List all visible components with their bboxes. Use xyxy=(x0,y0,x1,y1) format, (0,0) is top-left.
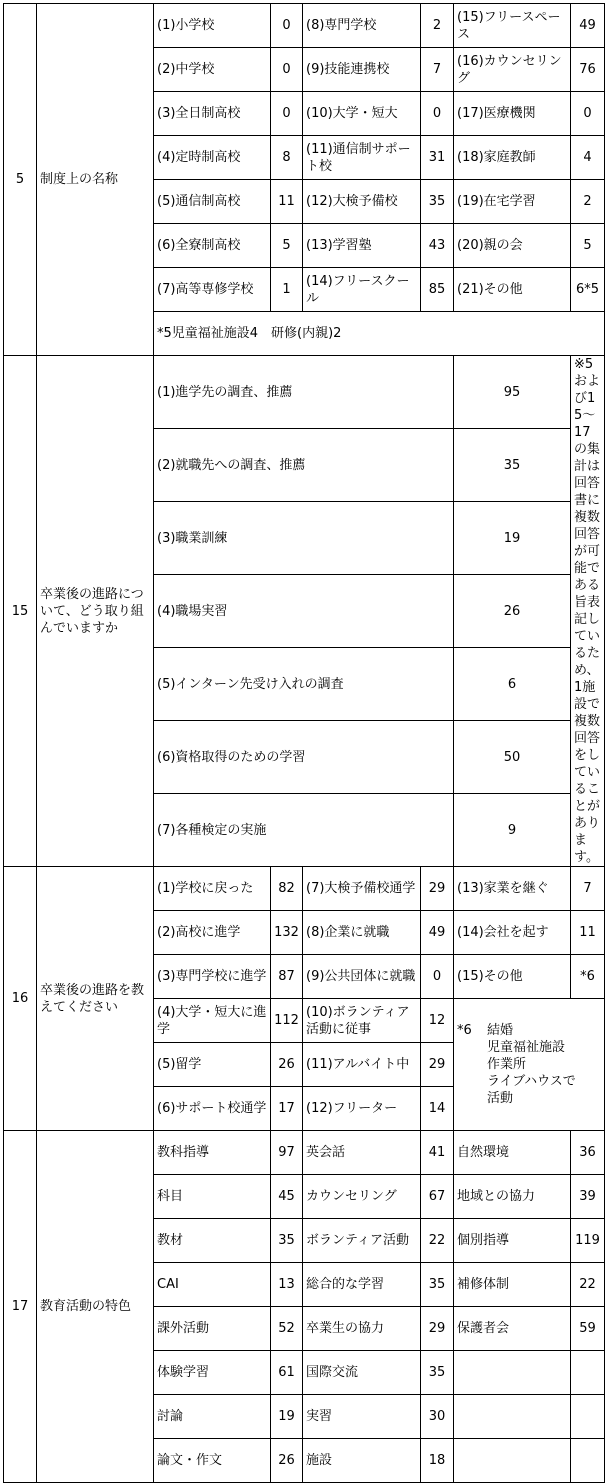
option-count: 30 xyxy=(421,1395,454,1439)
option-label: 教科指導 xyxy=(154,1131,271,1175)
question-number: 5 xyxy=(4,4,37,356)
option-count: 4 xyxy=(571,136,605,180)
option-count: 0 xyxy=(571,92,605,136)
option-label: (7)各種検定の実施 xyxy=(154,794,454,867)
question-text: 制度上の名称 xyxy=(37,4,154,356)
question-number: 16 xyxy=(4,867,37,1131)
option-count: 0 xyxy=(271,48,303,92)
option-count: 0 xyxy=(271,92,303,136)
option-count: 11 xyxy=(271,180,303,224)
option-label: (4)定時制高校 xyxy=(154,136,271,180)
option-label: (6)全寮制高校 xyxy=(154,224,271,268)
multiple-answer-note: ※5および15～17の集計は回答書に複数回答が可能である旨表記しているため、1施設で複数回答をしていることがあります。 xyxy=(571,356,605,867)
option-count: 17 xyxy=(271,1087,303,1131)
option-label: 自然環境 xyxy=(454,1131,571,1175)
option-count: 19 xyxy=(271,1395,303,1439)
table-row xyxy=(4,356,605,429)
option-count: 14 xyxy=(421,1087,454,1131)
option-count: 6*5 xyxy=(571,268,605,312)
note-line: 作業所 xyxy=(487,1057,527,1072)
option-label: (21)その他 xyxy=(454,268,571,312)
option-label: (10)ボランティア活動に従事 xyxy=(303,999,421,1043)
option-label: (6)資格取得のための学習 xyxy=(154,721,454,794)
option-label: (12)フリーター xyxy=(303,1087,421,1131)
option-count: 76 xyxy=(571,48,605,92)
table-row xyxy=(4,4,605,48)
option-label xyxy=(454,1395,571,1439)
option-count: 49 xyxy=(421,911,454,955)
option-count: 29 xyxy=(421,1043,454,1087)
option-count: 1 xyxy=(271,268,303,312)
option-label: 国際交流 xyxy=(303,1351,421,1395)
option-count: 67 xyxy=(421,1175,454,1219)
option-count: 132 xyxy=(271,911,303,955)
option-label: 総合的な学習 xyxy=(303,1263,421,1307)
option-count: 13 xyxy=(271,1263,303,1307)
option-label: 保護者会 xyxy=(454,1307,571,1351)
option-count: 2 xyxy=(571,180,605,224)
option-label: (3)職業訓練 xyxy=(154,502,454,575)
option-label: 科目 xyxy=(154,1175,271,1219)
table-row xyxy=(4,1131,605,1175)
option-label: (20)親の会 xyxy=(454,224,571,268)
option-count: 2 xyxy=(421,4,454,48)
option-count: 31 xyxy=(421,136,454,180)
option-label: (19)在宅学習 xyxy=(454,180,571,224)
option-count: 49 xyxy=(571,4,605,48)
option-count: 18 xyxy=(421,1439,454,1483)
option-count: 97 xyxy=(271,1131,303,1175)
option-label: カウンセリング xyxy=(303,1175,421,1219)
option-label: (7)高等専修学校 xyxy=(154,268,271,312)
option-count: 59 xyxy=(571,1307,605,1351)
option-label: (7)大検予備校通学 xyxy=(303,867,421,911)
option-label: 教材 xyxy=(154,1219,271,1263)
option-count: 19 xyxy=(454,502,571,575)
other-note xyxy=(454,999,605,1131)
option-count: 26 xyxy=(271,1043,303,1087)
option-count: 95 xyxy=(454,356,571,429)
option-count: 0 xyxy=(421,92,454,136)
option-label: 卒業生の協力 xyxy=(303,1307,421,1351)
option-label: (5)通信制高校 xyxy=(154,180,271,224)
table-row xyxy=(4,867,605,911)
note-mark: *6 xyxy=(457,1023,472,1038)
option-count: 87 xyxy=(271,955,303,999)
option-label: (8)企業に就職 xyxy=(303,911,421,955)
option-label: 地域との協力 xyxy=(454,1175,571,1219)
option-count: 29 xyxy=(421,867,454,911)
note-lines xyxy=(487,1022,576,1107)
option-label: (2)就職先への調査、推薦 xyxy=(154,429,454,502)
option-label: (18)家庭教師 xyxy=(454,136,571,180)
option-count: 26 xyxy=(271,1439,303,1483)
option-count: 7 xyxy=(421,48,454,92)
option-label: 英会話 xyxy=(303,1131,421,1175)
option-count: *6 xyxy=(571,955,605,999)
option-label: (5)留学 xyxy=(154,1043,271,1087)
option-label: ボランティア活動 xyxy=(303,1219,421,1263)
option-label: (2)高校に進学 xyxy=(154,911,271,955)
option-label: (2)中学校 xyxy=(154,48,271,92)
option-count: 41 xyxy=(421,1131,454,1175)
survey-results-table xyxy=(3,3,605,1483)
option-label: (8)専門学校 xyxy=(303,4,421,48)
note-line: 結婚 xyxy=(487,1023,514,1038)
option-label xyxy=(454,1439,571,1483)
option-count: 112 xyxy=(271,999,303,1043)
option-label: 補修体制 xyxy=(454,1263,571,1307)
option-count: 119 xyxy=(571,1219,605,1263)
option-count: 35 xyxy=(421,1263,454,1307)
option-label: (13)家業を継ぐ xyxy=(454,867,571,911)
option-label: CAI xyxy=(154,1263,271,1307)
option-label xyxy=(454,1351,571,1395)
option-label: (5)インターン先受け入れの調査 xyxy=(154,648,454,721)
option-label: (4)大学・短大に進学 xyxy=(154,999,271,1043)
option-label: (15)フリースペース xyxy=(454,4,571,48)
option-count: 50 xyxy=(454,721,571,794)
option-label: 個別指導 xyxy=(454,1219,571,1263)
question-text: 卒業後の進路について、どう取り組んでいますか xyxy=(37,356,154,867)
footnote: *5児童福祉施設4 研修(内親)2 xyxy=(154,312,605,356)
option-label: (1)小学校 xyxy=(154,4,271,48)
option-count: 35 xyxy=(271,1219,303,1263)
option-count: 11 xyxy=(571,911,605,955)
option-label: 実習 xyxy=(303,1395,421,1439)
option-label: 課外活動 xyxy=(154,1307,271,1351)
option-count xyxy=(571,1395,605,1439)
option-label: (12)大検予備校 xyxy=(303,180,421,224)
option-count: 35 xyxy=(454,429,571,502)
option-count: 52 xyxy=(271,1307,303,1351)
option-count: 39 xyxy=(571,1175,605,1219)
option-count: 9 xyxy=(454,794,571,867)
option-label: (1)進学先の調査、推薦 xyxy=(154,356,454,429)
option-count: 43 xyxy=(421,224,454,268)
option-count: 7 xyxy=(571,867,605,911)
option-count: 5 xyxy=(571,224,605,268)
option-count: 35 xyxy=(421,1351,454,1395)
option-label: 体験学習 xyxy=(154,1351,271,1395)
option-label: (4)職場実習 xyxy=(154,575,454,648)
option-label: (15)その他 xyxy=(454,955,571,999)
option-count: 26 xyxy=(454,575,571,648)
option-count: 82 xyxy=(271,867,303,911)
option-label: 討論 xyxy=(154,1395,271,1439)
option-label: (10)大学・短大 xyxy=(303,92,421,136)
option-count: 6 xyxy=(454,648,571,721)
option-label: (17)医療機関 xyxy=(454,92,571,136)
option-count: 35 xyxy=(421,180,454,224)
option-count: 45 xyxy=(271,1175,303,1219)
question-text: 卒業後の進路を教えてください xyxy=(37,867,154,1131)
option-label: 施設 xyxy=(303,1439,421,1483)
option-count: 29 xyxy=(421,1307,454,1351)
option-count: 8 xyxy=(271,136,303,180)
option-label: 論文・作文 xyxy=(154,1439,271,1483)
option-count: 61 xyxy=(271,1351,303,1395)
option-label: (3)専門学校に進学 xyxy=(154,955,271,999)
note-line: 児童福祉施設 xyxy=(487,1040,566,1055)
option-label: (3)全日制高校 xyxy=(154,92,271,136)
option-label: (14)会社を起す xyxy=(454,911,571,955)
option-count: 36 xyxy=(571,1131,605,1175)
option-count: 5 xyxy=(271,224,303,268)
option-count: 0 xyxy=(421,955,454,999)
option-count: 22 xyxy=(571,1263,605,1307)
option-label: (1)学校に戻った xyxy=(154,867,271,911)
option-count xyxy=(571,1439,605,1483)
option-count: 22 xyxy=(421,1219,454,1263)
option-label: (9)公共団体に就職 xyxy=(303,955,421,999)
note-line: ライブハウスで xyxy=(487,1074,576,1089)
option-count: 12 xyxy=(421,999,454,1043)
option-label: (6)サポート校通学 xyxy=(154,1087,271,1131)
option-count xyxy=(571,1351,605,1395)
option-count: 85 xyxy=(421,268,454,312)
option-label: (14)フリースクール xyxy=(303,268,421,312)
other-note-content xyxy=(457,1022,601,1107)
option-label: (9)技能連携校 xyxy=(303,48,421,92)
option-label: (16)カウンセリング xyxy=(454,48,571,92)
option-label: (13)学習塾 xyxy=(303,224,421,268)
option-count: 0 xyxy=(271,4,303,48)
option-label: (11)アルバイト中 xyxy=(303,1043,421,1087)
option-label: (11)通信制サポート校 xyxy=(303,136,421,180)
note-line: 活動 xyxy=(487,1091,514,1106)
question-text: 教育活動の特色 xyxy=(37,1131,154,1483)
question-number: 15 xyxy=(4,356,37,867)
question-number: 17 xyxy=(4,1131,37,1483)
